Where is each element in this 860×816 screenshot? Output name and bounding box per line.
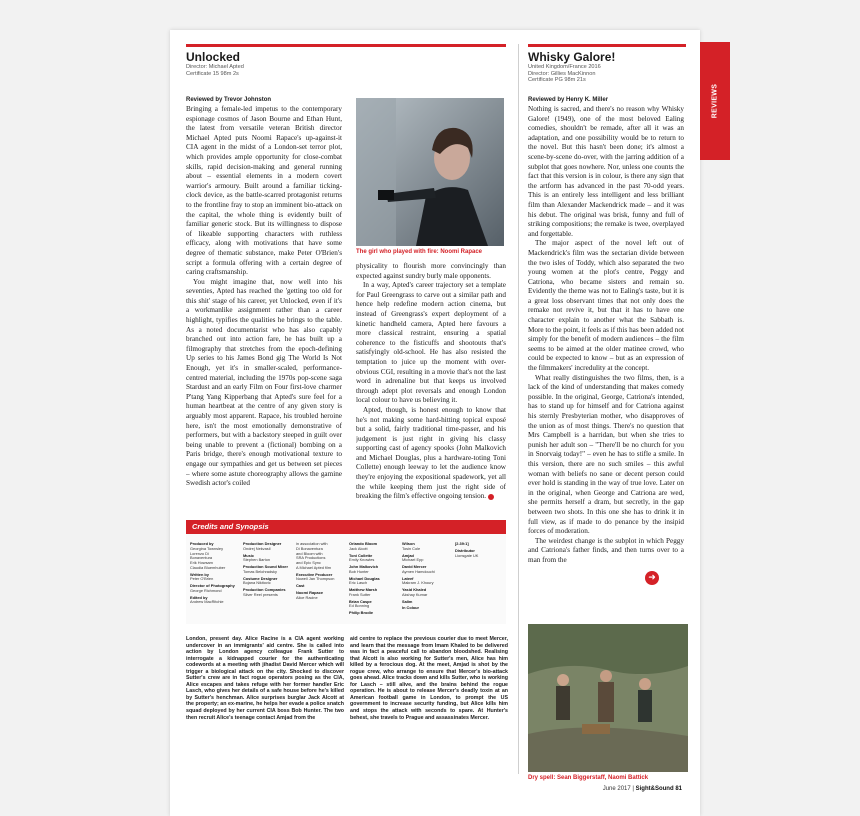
credit-entry — [190, 596, 238, 606]
film-title: Whisky Galore! — [528, 50, 616, 64]
film-meta-line: Director: Michael Apted — [186, 64, 244, 70]
credit-name: Georgina Townsley — [190, 545, 224, 551]
credit-entry — [402, 565, 450, 575]
film-still-illustration — [528, 624, 688, 772]
credit-name: Tosin Cole — [402, 545, 421, 551]
credit-role: Production Companies — [243, 587, 286, 592]
credit-name: Bob Hunter — [349, 568, 369, 574]
credit-name: Bojana Nikitovic — [243, 580, 271, 586]
film-still-illustration — [356, 98, 504, 246]
credit-role: Noomi Rapace — [296, 589, 324, 595]
credit-name: George Richmond — [190, 587, 222, 593]
credit-name: Stephen Barton — [243, 557, 271, 563]
review-column — [186, 105, 342, 514]
credit-entry — [349, 542, 397, 552]
credit-role: Production Designer — [243, 542, 282, 546]
credit-name: Bonaventura — [190, 555, 213, 561]
credits-box — [186, 534, 506, 624]
credit-entry — [402, 542, 450, 552]
credits-column — [296, 542, 344, 602]
review-column — [356, 262, 506, 514]
credit-role: Lateef — [402, 575, 414, 581]
credit-role: John Malkovich — [349, 564, 379, 569]
end-of-article-icon — [488, 494, 494, 500]
review-paragraph: What really distinguishes the two films, then, is a lack of the kind of understanding that makes comedy possible. In the original, George, Catriona's intended, has to stand up for himself and for Catriona against his sternly Presbyterian mother, who disapproves of the union as of most things. There's no question that Mrs Campbell is a harridan, but when she tries to punish her adult son – "There'll be no church for you in Snorvaig today!" – even he has to stifle a smile. In this version, there are no such smiles – this awful woman with beliefs no sane or decent person could ever hold is standing in the way of true love. Later on in the original, when George and Catriona are wed, she permits herself a dram, but secretly, in the gap between two shots. In this one she has to drink it in full view, as if made to do penance by the insipid forces of moderation. — [528, 373, 684, 536]
page-footer — [603, 786, 682, 792]
photo-caption: The girl who played with fire: Noomi Rapace — [356, 249, 483, 255]
credit-entry — [190, 542, 238, 571]
credit-entry — [349, 554, 397, 564]
credit-role: Amjad — [402, 552, 414, 558]
credit-name: Claudia Bluemhuber — [190, 564, 226, 570]
credit-role: Philip Brodie — [349, 610, 373, 615]
footer-separator: | — [632, 786, 634, 792]
credit-entry — [402, 606, 450, 611]
page-number: 81 — [675, 786, 682, 792]
credit-name: Emily Knowles — [349, 557, 375, 563]
credit-entry — [402, 577, 450, 587]
synopsis-text: London, present day. Alice Racine is a CIA agent working undercover in an immigrants' aid centre. She is called into action by London agency colleague Frank Sutter to interrogate a kidnapped courier for the authenticating codewords at a meeting with jihadist David Mercer which will trigger a biological attack on the city. Shocked to discover Sutter's crew are in fact rogue operators posing as the CIA, Alice escapes and takes refuge with her former handler Eric Lasch, who gives her details of a safe house before he's killed by Sutter's henchman. Alice surprises burglar Jack Alcott at the property; an ex-marine, he helps her evade a police snatch squad deployed by her current CIA boss Bob Hunter. The two then recruit Alice's teenage contact Amjad from the — [186, 636, 344, 721]
credit-name: Silver Reel presents — [243, 591, 278, 597]
credit-role: Distributor — [455, 547, 475, 553]
credits-column — [349, 542, 397, 618]
credit-name: Erik Howsam — [190, 560, 213, 565]
review-paragraph: The major aspect of the novel left out of Mackendrick's film was the sectarian divide between the two isles of Toddy, which also separated the two young women at the plot's centre, Peggy and Catriona, who became sisters and remain so. Evidently the theme was not to Ealing's taste, but it is a great loss observant times that not only does the remake not revive it, but that it has to have one character explain to another what the Sabbath is. More to the point, it feels as if this has been added not simply for the benefit of modern audiences – the film seems to be aimed at the older matinee crowd, who could be expected to know – but as an expression of the filmmakers' incredulity at the concept. — [528, 239, 684, 373]
credit-entry — [349, 611, 397, 616]
issue-date: June 2017 — [602, 786, 631, 792]
credit-entry — [455, 549, 503, 559]
review-paragraph: The weirdest change is the subplot in which Peggy and Catriona's father finds, and then turns over to a man from the — [528, 536, 684, 564]
credit-name: and Bloom with — [296, 550, 323, 556]
film-still-whisky-galore — [528, 624, 688, 772]
credits-header: Credits and Synopsis — [186, 520, 506, 534]
credit-role: Matthew Marsh — [349, 587, 378, 592]
credit-name: Aymen Hamdouchi — [402, 568, 435, 574]
magazine-name: Sight&Sound — [635, 786, 674, 792]
credit-name: Andrew MacRitchie — [190, 599, 224, 605]
credit-entry — [296, 584, 344, 589]
film-still-unlocked — [356, 98, 504, 246]
credit-role: Executive Producer — [296, 571, 333, 577]
credit-entry — [349, 565, 397, 575]
reviewer-byline: Reviewed by Henry K. Miller — [528, 97, 609, 103]
magazine-page — [170, 30, 719, 816]
credit-entry — [349, 588, 397, 598]
credits-column — [190, 542, 238, 607]
credit-role: Produced by — [190, 542, 214, 546]
credit-entry — [190, 584, 238, 594]
review-paragraph: In a way, Apted's career trajectory set a template for Paul Greengrass to carve out a similar path and hence help redefine modern action cinema, but instead of Greengrass's expert deployment of a kinetic handheld camera, Apted here favours a more classical restraint, ensuring a spatial coherence to the fisticuffs and shootouts that's satisfyingly old-school. He has also resisted the temptation to juice up the moment with over-obvious CGI, resulting in a movie that's not the last word in adrenaline but that keeps us involved through adept plot reversals and enough London local colour to have us believing it. — [356, 281, 506, 405]
credit-role: Edited by — [190, 594, 208, 600]
credit-name: and Epic Sync — [296, 560, 321, 565]
review-paragraph: You might imagine that, now well into his seventies, Apted has reached the 'getting too old for this shit' stage of his career, yet Unlocked, even if it's a workmanlike assignment rather than a career highlight, typifies the qualities he brings to the table. As a noted documentarist who has also capably branched out into action fare, he has built up a filmography that stretches from the epoch-defining Up series to his James Bond gig The World Is Not Enough, yet it's in smaller-scaled, performance-centred material, including the 1970s pop-scene saga Stardust and an early Film on Four first-love charmer P'tang Yang Kipperbang that Apted's sure feel for a human heartbeat at the centre of any given story is arguably most apparent. Rapace, his troubled heroine here, isn't the most emotionally demonstrative of performers, but with a backstory steeped in guilt over being unable to prevent a (fictional) bombing on a Paris bridge, there's enough motivational texture to engage our sympathies and get us between set pieces – where some astute choreography allows the gamine Swedish actor's coiled — [186, 277, 342, 488]
credit-name: Nowell Jan Thompson — [296, 576, 335, 582]
credit-name: Di Bonaventura — [296, 545, 323, 551]
credit-entry — [296, 591, 344, 601]
credit-name: in association with — [296, 542, 328, 546]
credit-name: Lorenzo Di — [190, 550, 209, 556]
continue-arrow-icon: ➜ — [645, 571, 659, 585]
credit-name: Lionsgate UK — [455, 552, 479, 558]
credit-role: Orlando Bloom — [349, 542, 378, 546]
credit-entry — [296, 542, 344, 571]
credit-name: Jack Alcott — [349, 545, 368, 551]
film-title: Unlocked — [186, 50, 241, 64]
review-paragraph: physicality to flourish more convincingly than expected against sundry burly male opponents. — [356, 262, 506, 280]
credit-role: Salim — [402, 598, 413, 604]
credit-name: A Michael Apted film — [296, 564, 332, 570]
review-column — [528, 105, 684, 617]
credit-entry — [243, 565, 291, 575]
credit-entry — [455, 542, 503, 547]
credit-role: Music — [243, 552, 255, 558]
credit-entry — [243, 588, 291, 598]
credit-entry — [243, 542, 291, 552]
credit-name: Eric Lasch — [349, 580, 368, 586]
credit-role: Director of Photography — [190, 583, 235, 588]
photo-caption: Dry spell: Sean Biggerstaff, Naomi Battick — [528, 775, 649, 781]
credit-name: Makram J. Khoury — [402, 580, 434, 586]
column-divider — [518, 44, 519, 774]
credit-role: Brian Caspe — [349, 598, 372, 604]
credit-entry — [190, 573, 238, 583]
film-meta-line: Director: Gillies MacKinnon — [528, 70, 596, 77]
credit-role: Production Sound Mixer — [243, 564, 288, 569]
review-paragraph: Nothing is sacred, and there's no reason why Whisky Galore! (1949), one of the most beloved Ealing comedies, shouldn't be remade, after all it was an adaptation, and one possibility would be to return to the novel. But this hasn't been done; it's almost a scene-by-scene do-over, with the jarring addition of a subplot that goes nowhere. Nor, unless one counts the fact that this version is in colour, is there any sign that the artform has advanced in the past 70-odd years. This is an entirely less intelligent and less brilliant film than Alexander Mackendrick made – and it was his debut. The original was brisk, funny and full of striking compositions; the remake is twee, overplayed and forgettable. — [528, 105, 684, 238]
synopsis-text: aid centre to replace the previous courier due to meet Mercer, and learn that the message from Imam Khaled to be delivered was in fact a peaceful call to abandon bloodshed. Realising that Alcott is also working for Sutter's men, Alice has him killed by a ferocious dog. At the meet, Amjad is shot by the rogue crew, who arrange to ensure that Mercer's bio-attack goes ahead. Alice tracks down and kills Sutter, who is working for Lasch – still alive, and the brains behind the rogue operation. He is about to release Mercer's deadly toxin at an American football game in London, to prompt the US government to increase security funding, but Alice kills him and stops the attack with seconds to spare. At Hunter's behest, she travels to Prague and assassinates Mercer. — [350, 636, 508, 721]
section-tab-label: REVIEWS — [711, 83, 719, 119]
credit-name: Alice Racine — [296, 594, 318, 600]
credit-role: David Mercer — [402, 564, 427, 569]
credit-entry — [349, 577, 397, 587]
film-meta-line: Certificate PG 98m 21s — [528, 77, 586, 84]
section-tab — [700, 42, 730, 160]
credits-column — [455, 542, 503, 560]
credit-role: Written by — [190, 571, 209, 577]
credit-role: [2.39:1] — [455, 542, 469, 546]
credit-name: Tomas Belohradsky — [243, 568, 277, 574]
credit-role: Wilson — [402, 542, 415, 546]
credit-name: Ed Bonning — [349, 603, 370, 609]
review-paragraph: Bringing a female-led impetus to the contemporary espionage cosmos of Jason Bourne and Ethan Hunt, the latest from versatile veteran British director Michael Apted puts Noomi Rapace's up-against-it CIA agent in the midst of a London-set terror plot, which provides ample opportunity for close-combat skills, rapid decision-making and general running about – essential elements in a modern covert warrior's armoury. Built around a familiar ticking-clock device, as the battle-scarred protagonist returns to the frontline fray to stop an imminent bio-attack on the capital, the whole thing is evidently built of familiar generic stock. But its willingness to dispose of likeable supporting characters with ruthless efficacy, along with motivations that have some degree of thematic substance, make Peter O'Brien's script a formula offering with a certain degree of caring craftsmanship. — [186, 105, 342, 277]
credit-name: Akshay Kumar — [402, 591, 428, 597]
credit-entry — [243, 577, 291, 587]
reviewer-byline: Reviewed by Trevor Johnston — [186, 97, 272, 103]
credit-name: Ondrej Nekvasil — [243, 545, 271, 551]
credit-role: Michael Douglas — [349, 575, 380, 581]
credits-column — [402, 542, 450, 613]
title-rule — [186, 44, 506, 47]
credit-role: In Colour — [402, 605, 420, 611]
credit-entry — [402, 588, 450, 598]
credit-name: Michael Epp — [402, 557, 424, 563]
credit-name: Frank Sutter — [349, 591, 371, 597]
review-header-unlocked — [186, 50, 506, 77]
credit-entry — [243, 554, 291, 564]
credit-entry — [402, 554, 450, 564]
review-header-whisky-galore — [528, 50, 688, 84]
film-meta-line: Certificate 15 98m 2s — [186, 70, 239, 77]
credit-entry — [296, 573, 344, 583]
credits-column — [243, 542, 291, 600]
title-rule — [528, 44, 686, 47]
review-paragraph — [356, 406, 506, 502]
review-paragraph-text: Apted, though, is honest enough to know that he's not making some hard-hitting topical exposé but a solid, fairly traditional time-passer, and his judgement is just right in giving his classy supporting cast of agency spooks (John Malkovich and Michael Douglas, plus a hardware-toting Toni Collette) enough leeway to let the audience know they're enjoying the expositional spadework, yet all the while keeping them just the right side of breaking the film's effective ongoing tension. — [356, 405, 506, 501]
credit-role: Toni Collette — [349, 552, 373, 558]
credit-entry — [349, 600, 397, 610]
credit-role: Yasid Khaled — [402, 587, 427, 592]
credit-name: Peter O'Brien — [190, 576, 214, 582]
credit-role: Cast — [296, 583, 305, 588]
credit-role: Costume Designer — [243, 575, 278, 581]
credit-name: SRA Productions — [296, 555, 326, 561]
film-meta-line: United Kingdom/France 2016 — [528, 64, 601, 70]
credit-entry — [402, 600, 450, 605]
